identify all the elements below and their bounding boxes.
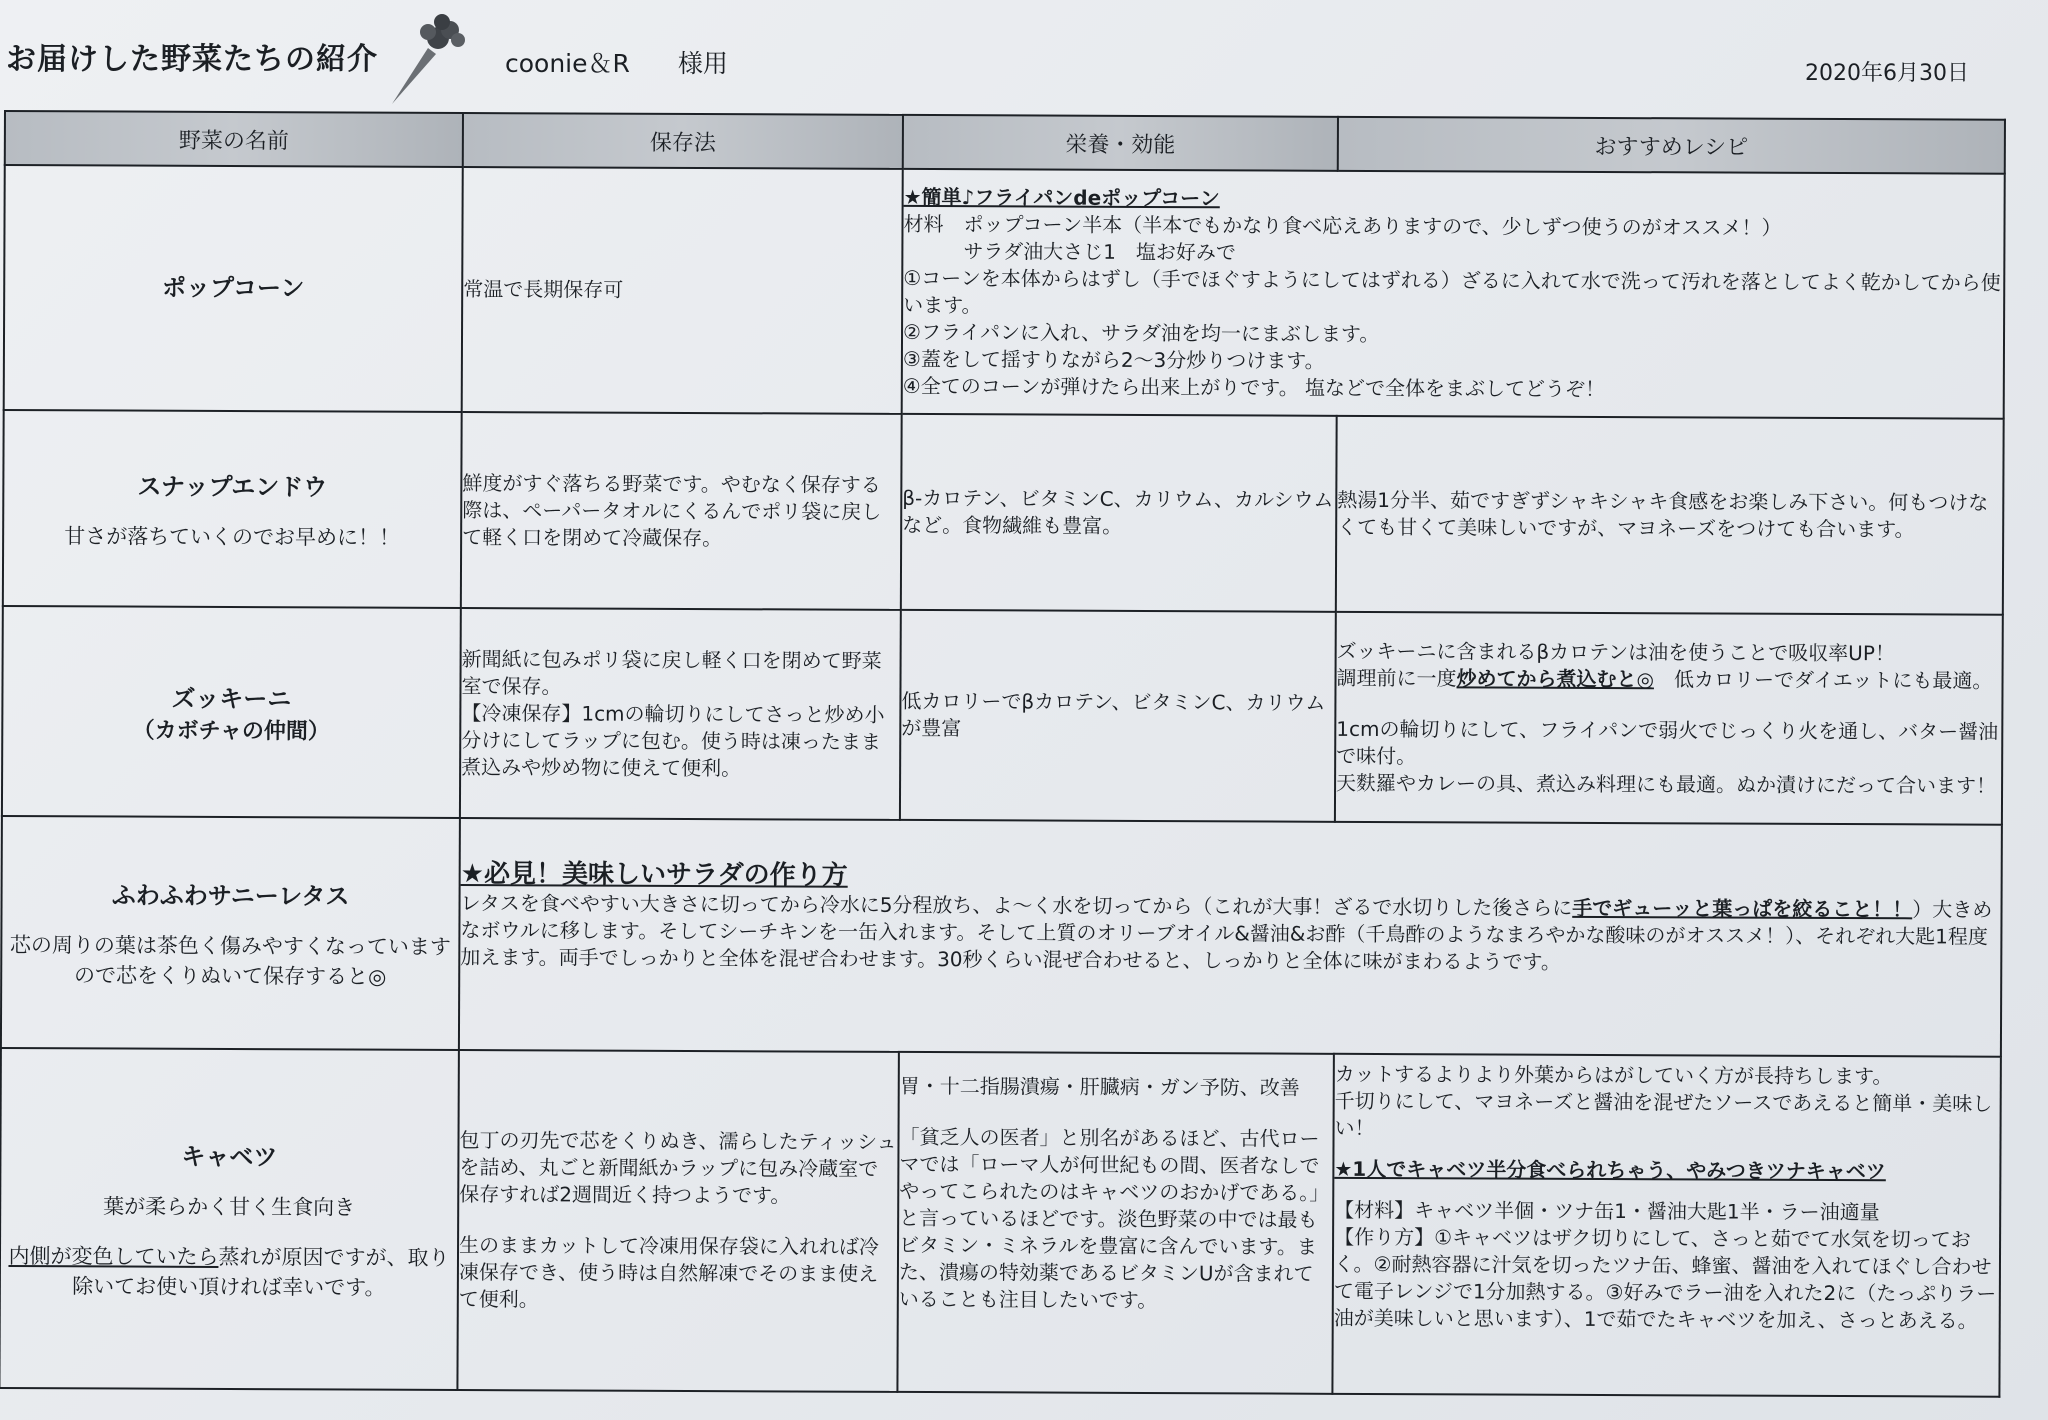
recipe-line: 【材料】キャベツ半個・ツナ缶1・醤油大匙1半・ラー油適量: [1334, 1197, 1880, 1225]
addressee: [505, 44, 728, 80]
vegetable-name: スナップエンドウ: [137, 472, 328, 501]
storage-cell: [462, 167, 903, 414]
recipe-line: ズッキーニに含まれるβカロテンは油を使うことで吸収率UP！: [1336, 638, 1895, 665]
storage-cell: [460, 608, 901, 820]
table-row-popcorn: [4, 165, 2005, 419]
addressee-honorific: 様用: [677, 49, 728, 78]
nutrition-line: 胃・十二指腸潰瘍・肝臓病・ガン予防、改善: [899, 1073, 1300, 1100]
document-header: [0, 0, 2048, 110]
recipe-cell: [902, 169, 2005, 419]
lettuce-recipe-cell: [459, 818, 2002, 1057]
carrot-sketch-icon: [380, 8, 480, 108]
nutrition-line: 「貧乏人の医者」と別名があるほど、古代ローマでは「ローマ人が何世紀もの間、医者なしでやってこられたのはキャベツのおかげである。」と言っているほどです。淡色野菜の中では最もビタミン・ミネラルを豊富に含んでいます。また、潰瘍の特効薬であるビタミンUが含まれていることも注目したいです。: [898, 1124, 1330, 1313]
recipe-title: ★簡単♪フライパンdeポップコーン: [903, 184, 1220, 211]
recipe-text: 低カロリーでダイエットにも最適。: [1653, 666, 1993, 693]
column-header-storage: 保存法: [463, 113, 903, 169]
storage-cell: [457, 1050, 898, 1392]
recipe-highlight: 炒めてから煮込むと◎: [1456, 665, 1655, 691]
column-header-nutrition: 栄養・効能: [903, 115, 1338, 171]
nutrition-text: β-カロテン、ビタミンC、カリウム、カルシウムなど。食物繊維も豊富。: [902, 485, 1334, 538]
recipe-line: カットするよりより外葉からはがしていく方が長持ちします。: [1334, 1061, 1893, 1089]
column-header-name: 野菜の名前: [5, 111, 463, 167]
storage-line: 包丁の刃先で芯をくりぬき、濡らしたティッシュを詰め、丸ごと新聞紙かラップに包み冷蔵室で保存すれば2週間近く持つようです。: [459, 1127, 897, 1208]
recipe-text: レタスを食べやすい大きさに切ってから冷水に5分程放ち、よ～く水を切ってから（これが大事！ざるで水切りした後さらに: [460, 890, 1573, 920]
nutrition-text: 低カロリーでβカロテン、ビタミンC、カリウムが豊富: [901, 688, 1326, 741]
recipe-line: ④全てのコーンが弾けたら出来上がりです。 塩などで全体をまぶしてどうぞ！: [902, 373, 1606, 401]
vegetable-name: ふわふわサニーレタス: [111, 880, 350, 911]
nutrition-cell: [900, 610, 1336, 822]
recipe-line: 千切りにして、マヨネーズと醤油を混ぜたソースであえると簡単・美味しい！: [1334, 1088, 1993, 1140]
vegetable-note: [1, 1240, 457, 1302]
note-text: 蒸れが原因ですが、取り除いてお使い頂ければ幸いです。: [72, 1244, 450, 1300]
recipe-line: ②フライパンに入れ、サラダ油を均一にまぶします。: [902, 319, 1380, 347]
name-cell: [1, 816, 460, 1050]
table-row-lettuce: [1, 816, 2002, 1057]
vegetable-name: キャベツ: [181, 1142, 278, 1171]
storage-line: 【冷凍保存】1cmの輪切りにしてさっと炒め小分けにしてラップに包む。使う時は凍ったまま煮込みや炒め物に使えて便利。: [461, 700, 885, 780]
recipe-line: 材料 ポップコーン半本（半本でもかなり食べ応えありますので、少しずつ使うのがオススメ！）: [903, 211, 1782, 240]
spacer: [1336, 691, 2001, 718]
vegetable-name: ポップコーン: [161, 273, 305, 303]
recipe-cell: [1335, 612, 2003, 825]
addressee-name: coonie＆R: [505, 49, 630, 78]
recipe-title: ★必見！美味しいサラダの作り方: [460, 859, 848, 891]
name-cell: [3, 410, 462, 608]
note-highlight: 内側が変色していたら: [8, 1243, 219, 1269]
storage-line: 新聞紙に包みポリ袋に戻し軽く口を閉めて野菜室で保存。: [461, 646, 882, 698]
vegetable-note: 芯の周りの葉は茶色く傷みやすくなっていますので芯をくりぬいて保存すると◎: [9, 932, 451, 989]
recipe-title: ★1人でキャベツ半分食べられちゃう、やみつきツナキャベツ: [1334, 1156, 1886, 1184]
recipe-highlight: 手でギューッと葉っぱを絞ること！！: [1572, 895, 1913, 922]
table-row-cabbage: [0, 1048, 2001, 1397]
recipe-text: 調理前に一度: [1336, 665, 1457, 690]
recipe-line: サラダ油大さじ1 塩お好みで: [963, 239, 1236, 265]
storage-line: 生のままカットして冷凍用保存袋に入れれば冷凍保存でき、使う時は自然解凍でそのまま使えて便利。: [458, 1232, 879, 1312]
vegetable-note: 甘さが落ちていくのでお早めに！！: [64, 523, 401, 550]
document-date: 2020年6月30日: [1805, 61, 1969, 86]
table-row-zucchini: [2, 606, 2003, 825]
storage-cell: [461, 412, 902, 610]
name-cell: [0, 1048, 459, 1390]
recipe-line: 天麩羅やカレーの具、煮込み料理にも最適。ぬか漬けにだって合います！: [1336, 770, 1997, 798]
spacer: [900, 1100, 1333, 1126]
storage-text: 常温で長期保存可: [463, 277, 624, 302]
storage-text: 鮮度がすぐ落ちる野菜です。やむなく保存する際は、ペーパータオルにくるんでポリ袋に戻して軽く口を閉めて冷蔵保存。: [462, 470, 882, 550]
recipe-text: 熱湯1分半、茹ですぎずシャキシャキ食感をお楽しみ下さい。何もつけなくても甘くて美味しいですが、マヨネーズをつけても合います。: [1337, 487, 1989, 542]
vegetable-note: （カボチャの仲間）: [132, 718, 331, 745]
name-cell: [4, 165, 463, 412]
recipe-cell: [1336, 416, 2004, 615]
nutrition-cell: [901, 414, 1337, 612]
recipe-line: 1cmの輪切りにして、フライパンで弱火でじっくり火を通し、バター醤油で味付。: [1336, 716, 1999, 768]
recipe-line: 【作り方】①キャベツはザク切りにして、さっと茹でて水気を切っておく。②耐熱容器に汁気を切ったツナ缶、蜂蜜、醤油を入れてほぐし合わせて電子レンジで1分加熱する。③好みでラー油を入れた2に（たっぷりラー油が美味しいと思います）、1で茹でたキャベツを加え、さっとあえる。: [1333, 1224, 1997, 1333]
recipe-cell: [1332, 1054, 2000, 1397]
vegetable-table: [0, 110, 2006, 1398]
vegetable-name: ズッキーニ: [171, 684, 292, 714]
recipe-line: ③蓋をして揺すりながら2～3分炒りつけます。: [902, 346, 1325, 373]
recipe-line: ①コーンを本体からはずし（手でほぐすようにしてはずれる）ざるに入れて水で洗って汚れを落としてよく乾かしてから使います。: [903, 265, 2001, 318]
vegetable-note: 葉が柔らかく甘く生食向き: [103, 1193, 356, 1220]
table-row-snap-peas: [3, 410, 2004, 615]
nutrition-cell: [897, 1052, 1333, 1394]
document-title: お届けした野菜たちの紹介: [6, 42, 378, 77]
recipe-line: [1336, 664, 2001, 694]
column-header-recipe: おすすめレシピ: [1338, 117, 2005, 174]
spacer: [459, 1208, 897, 1234]
recipe-text: ）大きめなボウルに移します。そしてシーチキンを一缶入れます。そして上質のオリーブオイル&醤油&お酢（千鳥酢のようなまろやかな酸味のがオススメ！）、それぞれ大匙1程度加えます。両手でしっかりと全体を混ぜ合わせます。30秒くらい混ぜ合わせると、しっかりと全体に味がまわるようです。: [460, 897, 1993, 974]
name-cell: [2, 606, 461, 818]
table-header-row: [5, 111, 2005, 174]
